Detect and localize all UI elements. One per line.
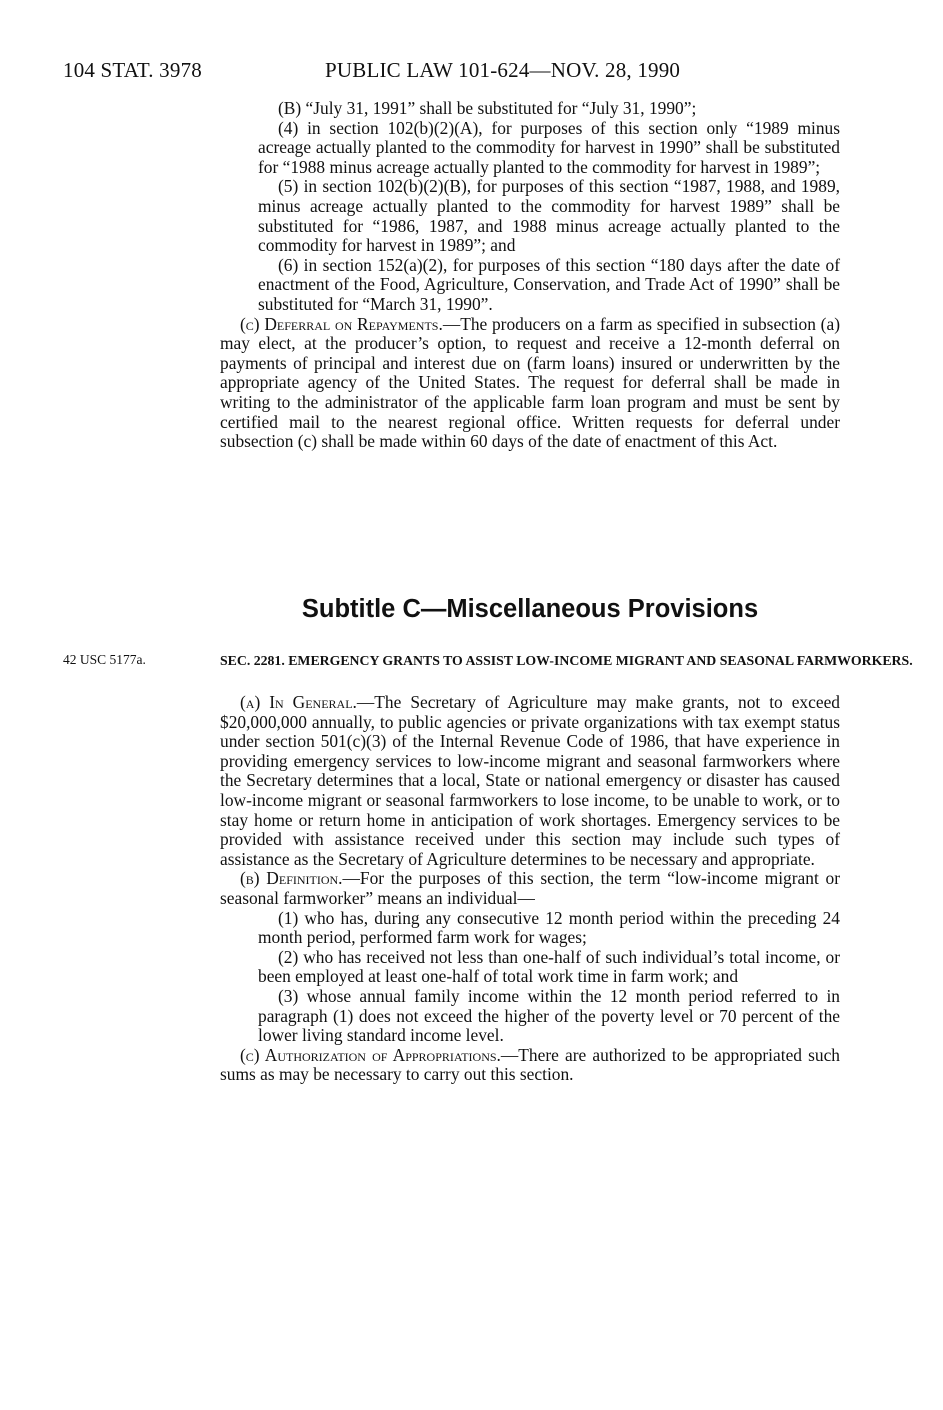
continued-provisions [220,99,840,452]
definition-item-2: (2) who has received not less than one-half of such individual’s total income, or been employed at least one-half of total work time in farm work; and [258,946,840,987]
subsection-a [220,693,840,869]
stat-page-number: 104 STAT. 3978 [63,58,202,82]
definition-item-3: (3) whose annual family income within the 12 month period referred to in paragraph (1) does not exceed the higher of the poverty level or 70 percent of the lower living standard income level. [258,985,840,1046]
subtitle-heading: Subtitle C—Miscellaneous Provisions [301,595,759,623]
subsection-b-text: —For the purposes of this section, the term “low-income migrant or seasonal farmworker” means an individual— [220,868,840,908]
definition-item-1: (1) who has, during any consecutive 12 month period within the preceding 24 month period, performed farm work for wages; [258,907,840,948]
subsection-c-authorization-heading: (c) Authorization of Appropriations. [240,1044,501,1065]
item-5: (5) in section 102(b)(2)(B), for purposes of this section “1987, 1988, and 1989, minus acreage actually planted to the commodity for harvest 1989” shall be substituted for “1986, 1987, and 1988 minus acreage actually planted to the commodity for harvest in 1989”; and [258,176,840,256]
subsection-c-heading: (c) Deferral on Repayments. [240,313,443,334]
subsection-c [220,1046,840,1085]
usc-margin-note: 42 USC 5177a. [63,652,146,667]
item-b: (B) “July 31, 1991” shall be substituted for “July 31, 1990”; [278,98,697,118]
item-6: (6) in section 152(a)(2), for purposes of this section “180 days after the date of enactment of the Food, Agriculture, Conservation, and Trade Act of 1990” shall be substituted for “March 31, 1990”. [258,254,840,314]
subsection-a-heading: (a) In General. [240,692,357,712]
running-header: PUBLIC LAW 101-624—NOV. 28, 1990 [325,58,681,82]
section-heading: SEC. 2281. EMERGENCY GRANTS TO ASSIST LOW-INCOME MIGRANT AND SEASONAL FARMWORKERS. [220,653,913,668]
subsection-a-text: —The Secretary of Agriculture may make grants, not to exceed $20,000,000 annually, to public agencies or private organizations with tax exempt status under section 501(c)(3) of the Internal Revenue Code of 1986, that have experience in providing emergency services to low-income migrant and seasonal farmworkers where the Secretary determines that a local, State or national emergency or disaster has caused low-income migrant or seasonal farmworkers to lose income, to be unable to work, or to stay home or return home in anticipation of work shortages. Emergency services to be provided with assistance received under this section may include such types of assistance as the Secretary of Agriculture determines to be necessary and appropriate. [220,692,840,869]
section-2281-body [220,693,840,1085]
subsection-b-heading: (b) Definition. [240,868,343,889]
subsection-b [220,869,840,908]
subsection-c-text: —The producers on a farm as specified in subsection (a) may elect, at the producer’s option, to request and receive a 12-month deferral on payments of principal and interest due on (farm loans) insured or underwritten by the appropriate agency of the United States. The request for deferral shall be made in writing to the administrator of the applicable farm loan program and must be sent by certified mail to the nearest regional office. Written requests for deferral under subsection (c) shall be made within 60 days of the date of enactment of this Act. [220,313,840,452]
subsection-c-authorization-text: —There are authorized to be appropriated such sums as may be necessary to carry out this section. [220,1044,840,1085]
subsection-c-deferral [220,315,840,452]
item-4: (4) in section 102(b)(2)(A), for purposes of this section only “1989 minus acreage actually planted to the commodity for harvest in 1990” shall be substituted for “1988 minus acreage actually planted to the commodity for harvest in 1989”; [258,117,840,177]
